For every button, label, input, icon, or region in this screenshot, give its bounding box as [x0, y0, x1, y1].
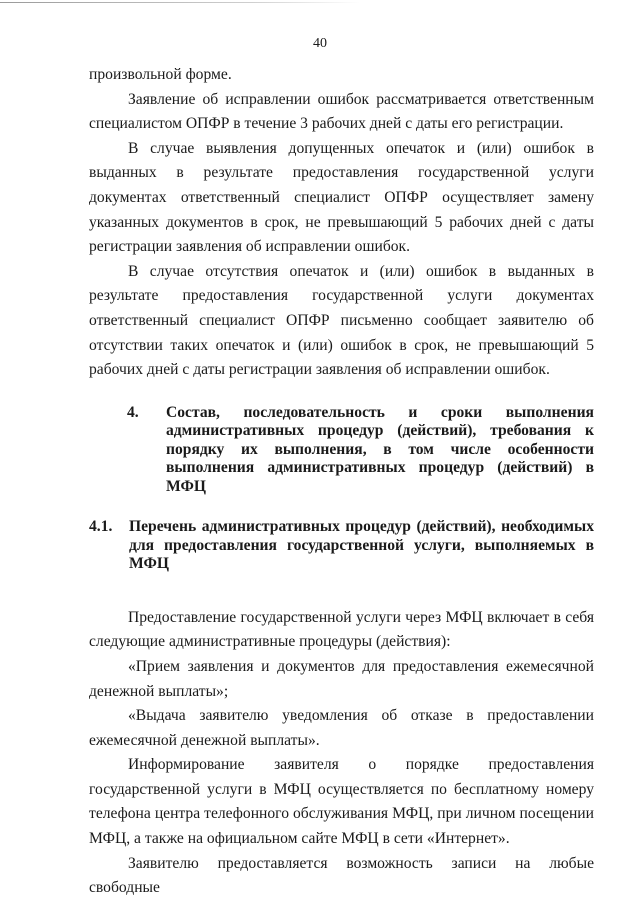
paragraph-mfc-procedures: Предоставление государственной услуги через МФЦ включает в себя следующие административные процедуры (действия): [89, 608, 594, 651]
list-item-procedure-reception: «Прием заявления и документов для предоставления ежемесячной денежной выплаты»; [89, 657, 594, 700]
subsection-title: Перечень административных процедур (действий), необходимых для предоставления государственной услуги, выполняемых в МФЦ [129, 518, 594, 573]
paragraph-continuation: произвольной форме. [89, 66, 232, 83]
paragraph-errors-found: В случае выявления допущенных опечаток и (или) ошибок в выданных в результате предоставления государственной услуги документах ответственный специалист ОПФР осуществляет замену указанных документов в срок, не превышающий 5 рабочих дней с даты регистрации заявления об исправлении ошибок. [89, 139, 594, 256]
scan-edge-line [0, 2, 360, 3]
subsection-number: 4.1. [89, 518, 113, 536]
paragraph-review-period: Заявление об исправлении ошибок рассматривается ответственным специалистом ОПФР в течение 3 рабочих дней с даты его регистрации. [89, 90, 594, 133]
page-number: 40 [313, 36, 327, 51]
page-content [89, 63, 594, 901]
paragraph-appointment: Заявителю предоставляется возможность записи на любые свободные [89, 854, 594, 897]
list-item-procedure-refusal: «Выдача заявителю уведомления об отказе в предоставлении ежемесячной денежной выплаты». [89, 707, 594, 749]
section-number: 4. [127, 403, 139, 421]
section-heading-4-1 [89, 518, 594, 574]
section-heading-4 [89, 404, 594, 497]
paragraph-no-errors: В случае отсутствия опечаток и (или) ошибок в выданных в результате предоставления государственной услуги документах ответственный специалист ОПФР письменно сообщает заявителю об отсутствии таких опечаток и (или) ошибок в срок, не превышающий 5 рабочих дней с даты регистрации заявления об исправлении ошибок. [89, 262, 594, 379]
paragraph-informing: Информирование заявителя о порядке предоставления государственной услуги в МФЦ осуществляется по бесплатному номеру телефона центра телефонного обслуживания МФЦ, при личном посещении МФЦ, а также на официальном сайте МФЦ в сети «Интернет». [89, 756, 594, 848]
section-title: Состав, последовательность и сроки выполнения административных процедур (действий), требования к порядку их выполнения, в том числе особенности выполнения административных процедур (действий) в МФЦ [166, 403, 594, 495]
